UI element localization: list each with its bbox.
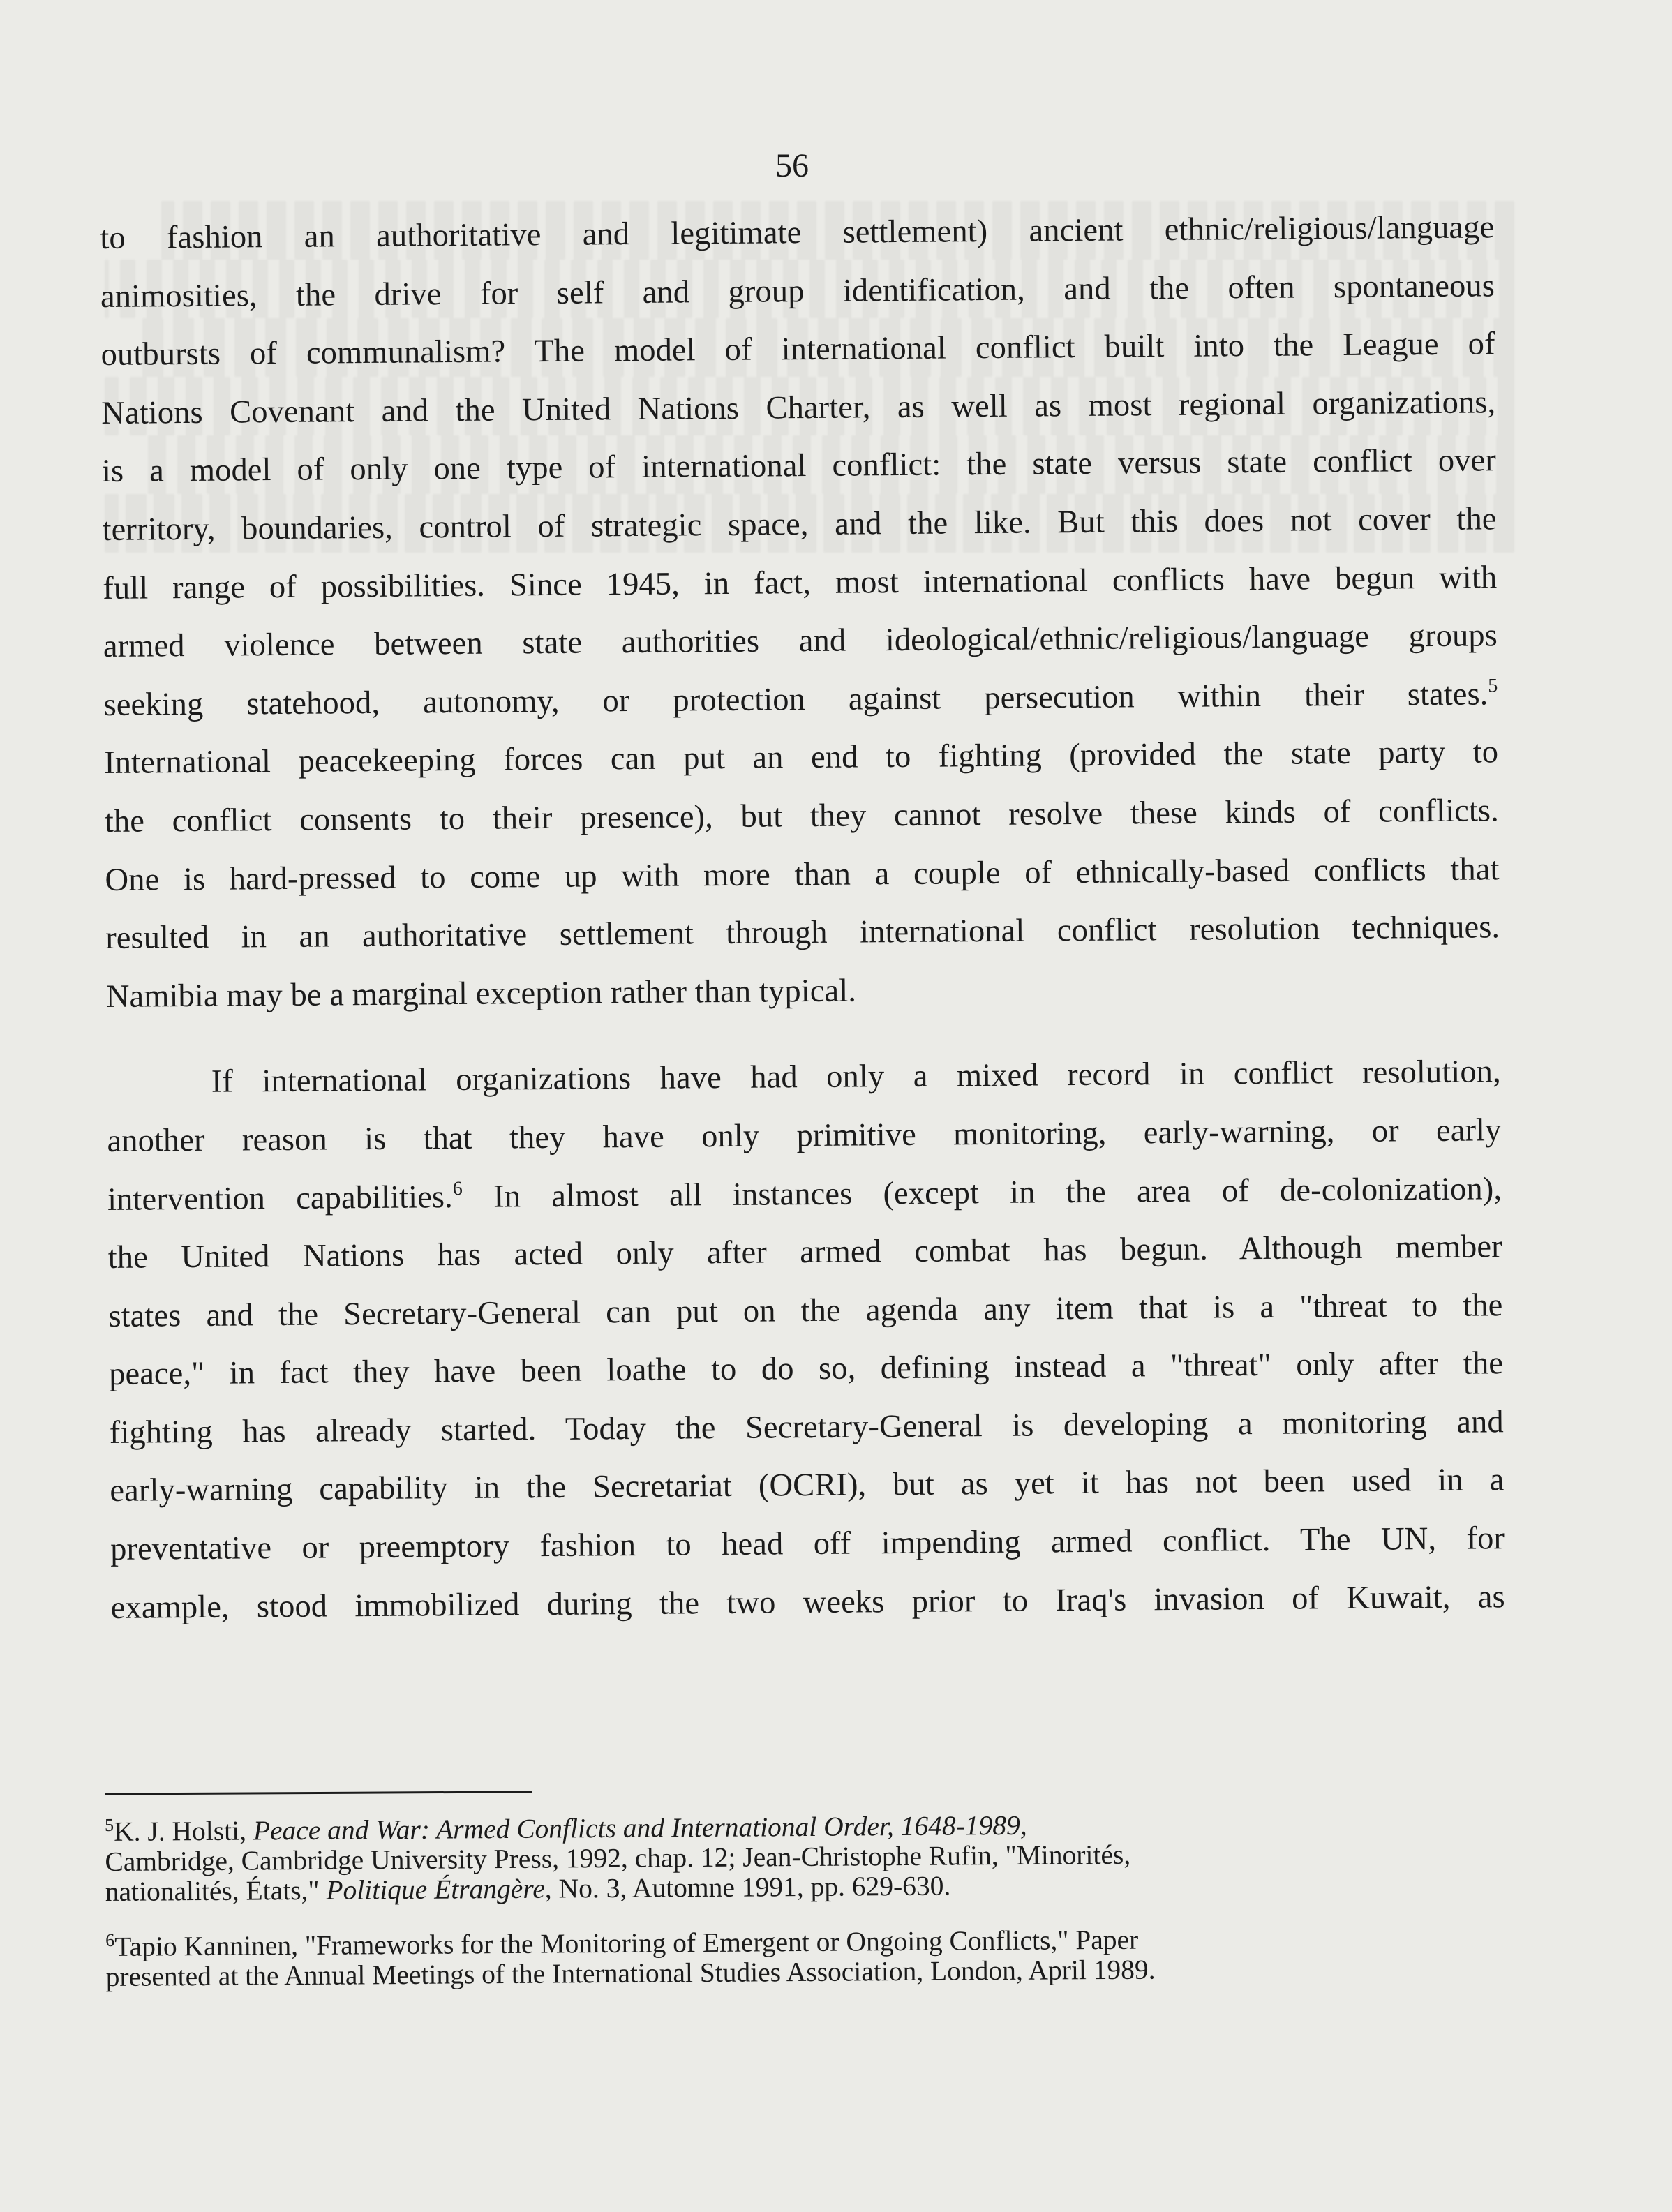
footnote-line: Cambridge, Cambridge University Press, 1992, chap. 12; Jean-Christophe Rufin, "Minorités, [105,1839,1131,1877]
text-line: full range of possibilities. Since 1945, in fact, most international conflicts have begun with [103,559,1498,606]
page-number: 56 [775,147,809,184]
footnote-reference-5: 5 [1488,675,1498,697]
text-line: fighting has already started. Today the Secretary-General is developing a monitoring and [109,1404,1504,1451]
text-line: the United Nations has acted only after armed combat has begun. Although member [107,1229,1502,1276]
footnote-text: nationalités, États," [105,1874,327,1907]
text-segment: In almost all instances (except in the area of de-colonization), [462,1170,1502,1215]
footnote-text: , [1020,1809,1027,1841]
text-segment: seeking statehood, autonomy, or protection against persecution within their states. [103,676,1488,723]
footnote-text: , No. 3, Automne 1991, pp. 629-630. [544,1870,951,1904]
text-line-indented [107,1043,1502,1112]
footnote-mark: 5 [104,1814,114,1835]
text-line: another reason is that they have only primitive monitoring, early-warning, or early [107,1112,1502,1159]
text-line-with-footnote [103,665,1498,734]
footnotes [105,1807,1481,2017]
text-line: to fashion an authoritative and legitimate settlement) ancient ethnic/religious/language [100,209,1495,256]
footnote-line: presented at the Annual Meetings of the International Studies Association, London, April 1989. [105,1954,1156,1992]
text-line-with-footnote [107,1160,1502,1229]
footnote-journal-title: Politique Étrangère [326,1873,545,1906]
footnote-mark: 6 [105,1929,115,1950]
text-line: animosities, the drive for self and group identification, and the often spontaneous [100,267,1495,315]
text-line: resulted in an authoritative settlement through international conflict resolution techniques. [105,909,1500,957]
paragraph-2 [107,1043,1506,1638]
text-segment: intervention capabilities. [107,1179,454,1218]
text-segment: If international organizations have had only a mixed record in conflict resolution, [211,1054,1501,1100]
text-line: armed violence between state authorities and ideological/ethnic/religious/language groups [103,618,1498,665]
paragraph-indent [107,1092,211,1093]
text-line: One is hard-pressed to come up with more than a couple of ethnically-based conflicts that [105,851,1500,898]
footnote-text: K. J. Holsti, [113,1815,254,1847]
paragraph-1 [100,198,1500,1026]
footnote-separator [105,1791,532,1795]
text-line: states and the Secretary-General can put on the agenda any item that is a "threat to the [108,1287,1503,1334]
text-line: Namibia may be a marginal exception rather than typical. [105,973,857,1015]
text-line: peace," in fact they have been loathe to do so, defining instead a "threat" only after the [108,1345,1504,1393]
text-line: example, stood immobilized during the two weeks prior to Iraq's invasion of Kuwait, as [110,1578,1505,1626]
text-line: preventative or preemptory fashion to head off impending armed conflict. The UN, for [110,1520,1505,1568]
text-line: territory, boundaries, control of strategic space, and the like. But this does not cover the [102,501,1497,548]
text-line: is a model of only one type of international conflict: the state versus state conflict over [101,442,1497,490]
footnote-5 [105,1807,1480,1907]
text-line: the conflict consents to their presence), but they cannot resolve these kinds of conflicts. [104,793,1500,839]
footnote-book-title: Peace and War: Armed Conflicts and International Order, 1648-1989 [253,1809,1020,1846]
footnote-text: Tapio Kanninen, "Frameworks for the Monitoring of Emergent or Ongoing Conflicts," Paper [114,1924,1139,1962]
footnote-6 [105,1922,1481,1992]
text-line: International peacekeeping forces can put an end to fighting (provided the state party to [104,734,1499,782]
text-line: Nations Covenant and the United Nations Charter, as well as most regional organizations, [101,384,1496,431]
body-text [100,198,1505,1637]
text-line: early-warning capability in the Secretariat (OCRI), but as yet it has not been used in a [110,1462,1505,1509]
footnote-reference-6: 6 [452,1177,463,1200]
text-line: outbursts of communalism? The model of international conflict built into the League of [100,326,1495,373]
